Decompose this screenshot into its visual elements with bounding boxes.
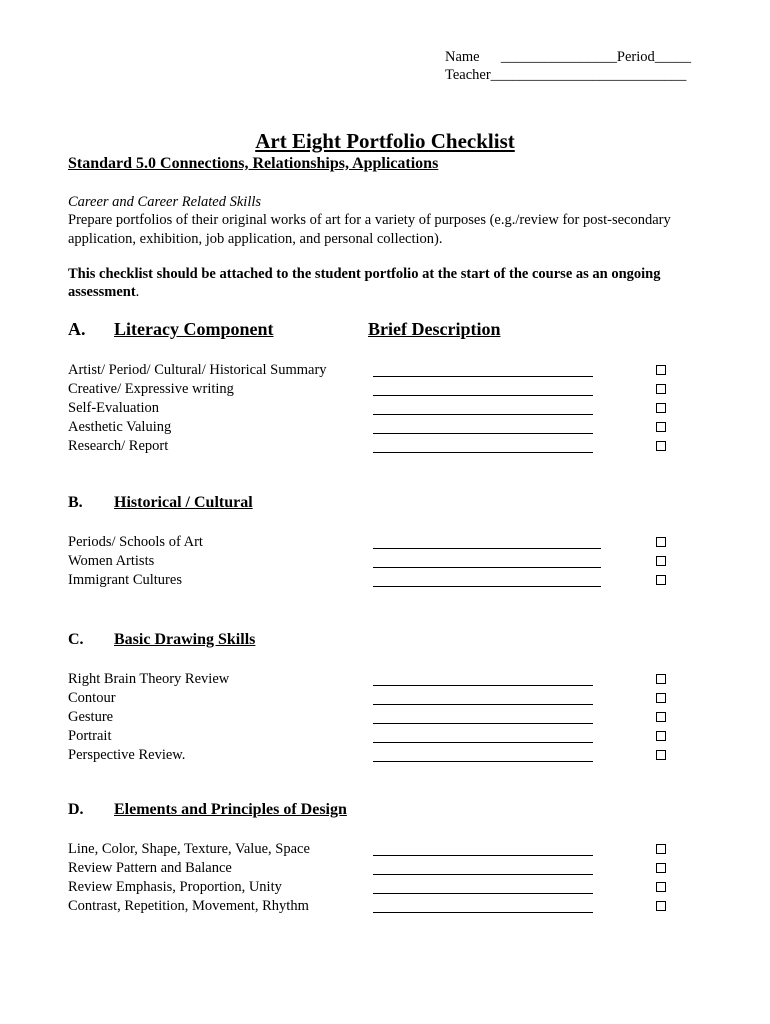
list-item: Self-Evaluation [68, 400, 160, 416]
teacher-field[interactable] [445, 66, 686, 84]
checkbox[interactable] [656, 863, 666, 873]
checkbox[interactable] [656, 403, 666, 413]
description-line[interactable] [373, 723, 593, 724]
list-item: Portrait [68, 728, 112, 744]
description-line[interactable] [373, 548, 601, 549]
checkbox[interactable] [656, 712, 666, 722]
list-item: Right Brain Theory Review [68, 671, 230, 687]
list-item: Gesture [68, 709, 114, 725]
description-line[interactable] [373, 704, 593, 705]
checkbox[interactable] [656, 441, 666, 451]
intro-line-1: Prepare portfolios of their original works of art for a variety of purposes (e.g./review for post-secondary [68, 212, 671, 228]
intro-line-2: application, exhibition, job application, and personal collection). [68, 231, 443, 247]
notice-line-1: This checklist should be attached to the student portfolio at the start of the course as an ongoing [68, 266, 661, 282]
section-d-letter: D. [68, 801, 84, 818]
list-item: Review Emphasis, Proportion, Unity [68, 879, 282, 895]
checkbox[interactable] [656, 674, 666, 684]
description-line[interactable] [373, 433, 593, 434]
checkbox[interactable] [656, 693, 666, 703]
notice-line-2 [68, 283, 139, 302]
description-line[interactable] [373, 912, 593, 913]
checkbox[interactable] [656, 537, 666, 547]
checkbox[interactable] [656, 384, 666, 394]
list-item: Artist/ Period/ Cultural/ Historical Summary [68, 362, 327, 378]
checkbox[interactable] [656, 882, 666, 892]
list-item: Research/ Report [68, 438, 169, 454]
checkbox[interactable] [656, 844, 666, 854]
checkbox[interactable] [656, 901, 666, 911]
teacher-blank[interactable]: ___________________________ [490, 67, 687, 83]
list-item: Review Pattern and Balance [68, 860, 232, 876]
description-line[interactable] [373, 761, 593, 762]
name-label: Name [445, 49, 480, 65]
description-line[interactable] [373, 414, 593, 415]
name-blank[interactable]: ________________ [500, 49, 617, 65]
description-line[interactable] [373, 742, 593, 743]
list-item: Immigrant Cultures [68, 572, 182, 588]
notice-bold-word: assessment [68, 284, 136, 300]
page-title: Art Eight Portfolio Checklist [255, 129, 515, 153]
description-line[interactable] [373, 586, 601, 587]
description-line[interactable] [373, 855, 593, 856]
checkbox[interactable] [656, 731, 666, 741]
section-b-title: Historical / Cultural [114, 494, 253, 511]
checkbox[interactable] [656, 422, 666, 432]
description-line[interactable] [373, 395, 593, 396]
section-a-letter: A. [68, 319, 86, 339]
checkbox[interactable] [656, 575, 666, 585]
checkbox[interactable] [656, 750, 666, 760]
list-item: Women Artists [68, 553, 155, 569]
period-blank[interactable]: _____ [654, 49, 691, 65]
description-line[interactable] [373, 874, 593, 875]
list-item: Line, Color, Shape, Texture, Value, Space [68, 841, 310, 857]
checkbox[interactable] [656, 365, 666, 375]
standard-heading: Standard 5.0 Connections, Relationships, Applications [68, 155, 439, 172]
teacher-label: Teacher [445, 67, 491, 83]
list-item: Aesthetic Valuing [68, 419, 172, 435]
list-item: Periods/ Schools of Art [68, 534, 203, 550]
list-item: Contrast, Repetition, Movement, Rhythm [68, 898, 309, 914]
intro-subtitle: Career and Career Related Skills [68, 194, 262, 210]
section-b-letter: B. [68, 494, 83, 511]
section-c-letter: C. [68, 631, 84, 648]
description-line[interactable] [373, 452, 593, 453]
list-item: Creative/ Expressive writing [68, 381, 234, 397]
notice-period: . [135, 284, 140, 300]
period-label: Period [616, 49, 655, 65]
description-line[interactable] [373, 685, 593, 686]
description-line[interactable] [373, 376, 593, 377]
description-line[interactable] [373, 893, 593, 894]
name-field[interactable] [445, 48, 691, 66]
checkbox[interactable] [656, 556, 666, 566]
description-line[interactable] [373, 567, 601, 568]
section-d-title: Elements and Principles of Design [114, 801, 347, 818]
section-c-title: Basic Drawing Skills [114, 631, 256, 648]
section-a-title: Literacy Component [114, 319, 274, 339]
brief-description-header: Brief Description [368, 319, 501, 339]
list-item: Contour [68, 690, 116, 706]
list-item: Perspective Review. [68, 747, 186, 763]
